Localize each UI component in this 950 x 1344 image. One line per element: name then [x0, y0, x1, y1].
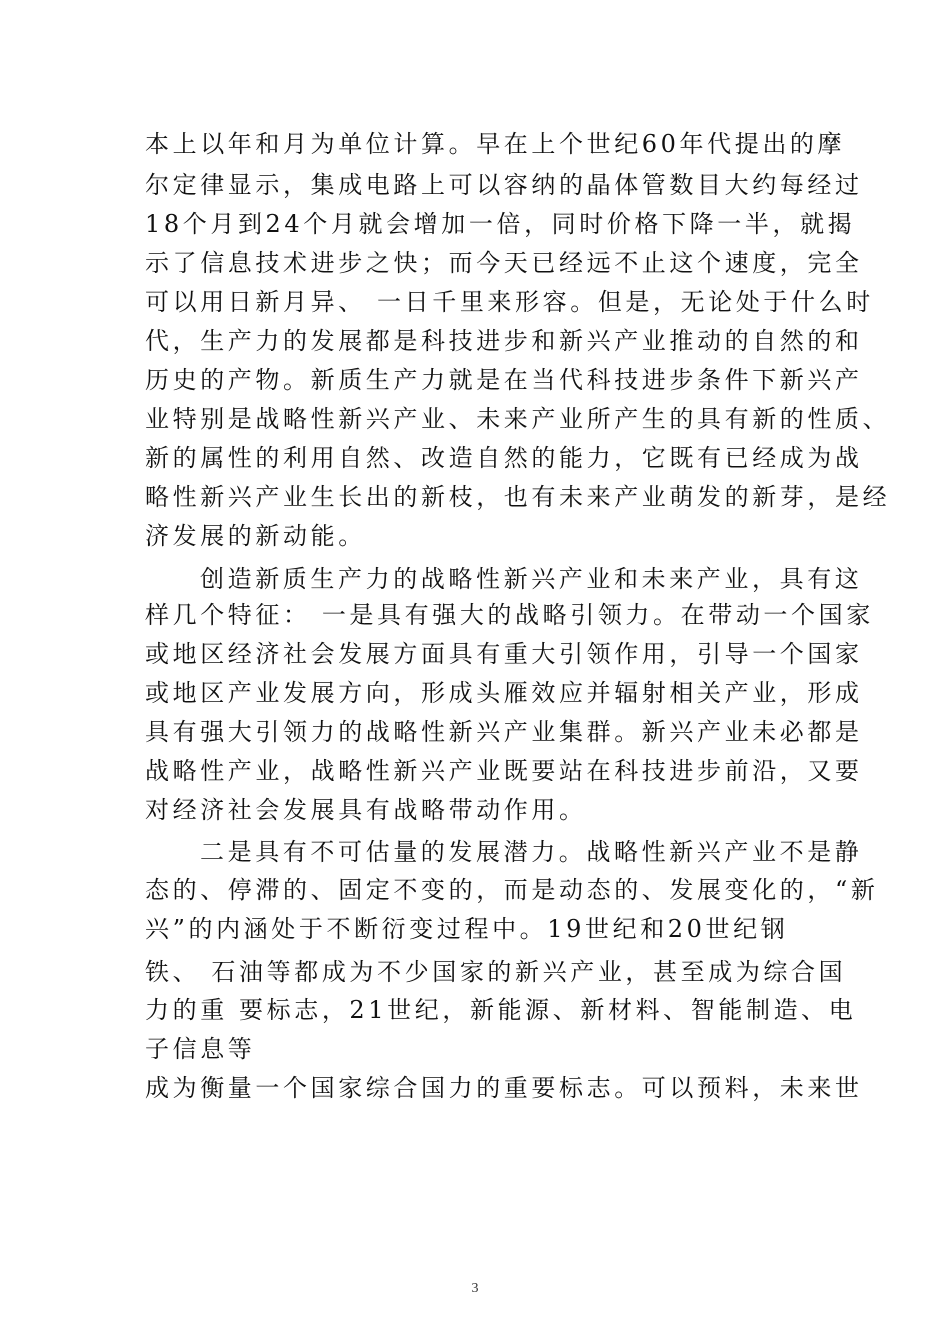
text-line: 或地区产业发展方向，形成头雁效应并辐射相关产业，形成: [145, 679, 863, 707]
text-line: 铁、 石油等都成为不少国家的新兴产业，甚至成为综合国: [145, 958, 847, 986]
text-line: 历史的产物。新质生产力就是在当代科技进步条件下新兴产: [145, 366, 863, 394]
text-line: 战略性产业，战略性新兴产业既要站在科技进步前沿，又要: [145, 757, 863, 785]
page-number: 3: [471, 1281, 479, 1296]
text-line: 济发展的新动能。: [145, 522, 366, 550]
text-line: 子信息等: [145, 1035, 256, 1063]
text-line: 本上以年和月为单位计算。早在上个世纪60年代提出的摩: [145, 130, 846, 158]
text-line: 成为衡量一个国家综合国力的重要标志。可以预料，未来世: [145, 1074, 863, 1102]
text-line: 具有强大引领力的战略性新兴产业集群。新兴产业未必都是: [145, 718, 863, 746]
text-line: 代，生产力的发展都是科技进步和新兴产业推动的自然的和: [145, 327, 863, 355]
text-line: 18个月到24个月就会增加一倍，同时价格下降一半，就揭: [145, 210, 856, 238]
text-line: 态的、停滞的、固定不变的，而是动态的、发展变化的，“新: [145, 876, 879, 904]
text-line: 创造新质生产力的战略性新兴产业和未来产业，具有这: [200, 565, 863, 593]
text-line: 兴”的内涵处于不断衍变过程中。19世纪和20世纪钢: [145, 915, 789, 943]
text-line: 力的重 要标志，21世纪，新能源、新材料、智能制造、电: [145, 996, 857, 1024]
text-line: 略性新兴产业生长出的新枝，也有未来产业萌发的新芽，是经: [145, 483, 891, 511]
text-line: 业特别是战略性新兴产业、未来产业所产生的具有新的性质、: [145, 405, 891, 433]
text-line: 样几个特征： 一是具有强大的战略引领力。在带动一个国家: [145, 601, 874, 629]
text-line: 尔定律显示，集成电路上可以容纳的晶体管数目大约每经过: [145, 171, 863, 199]
text-line: 新的属性的利用自然、改造自然的能力，它既有已经成为战: [145, 444, 863, 472]
text-line: 可以用日新月异、 一日千里来形容。但是，无论处于什么时: [145, 288, 874, 316]
text-line: 二是具有不可估量的发展潜力。战略性新兴产业不是静: [200, 838, 863, 866]
text-line: 对经济社会发展具有战略带动作用。: [145, 796, 587, 824]
text-line: 示了信息技术进步之快；而今天已经远不止这个速度，完全: [145, 249, 863, 277]
text-line: 或地区经济社会发展方面具有重大引领作用，引导一个国家: [145, 640, 863, 668]
